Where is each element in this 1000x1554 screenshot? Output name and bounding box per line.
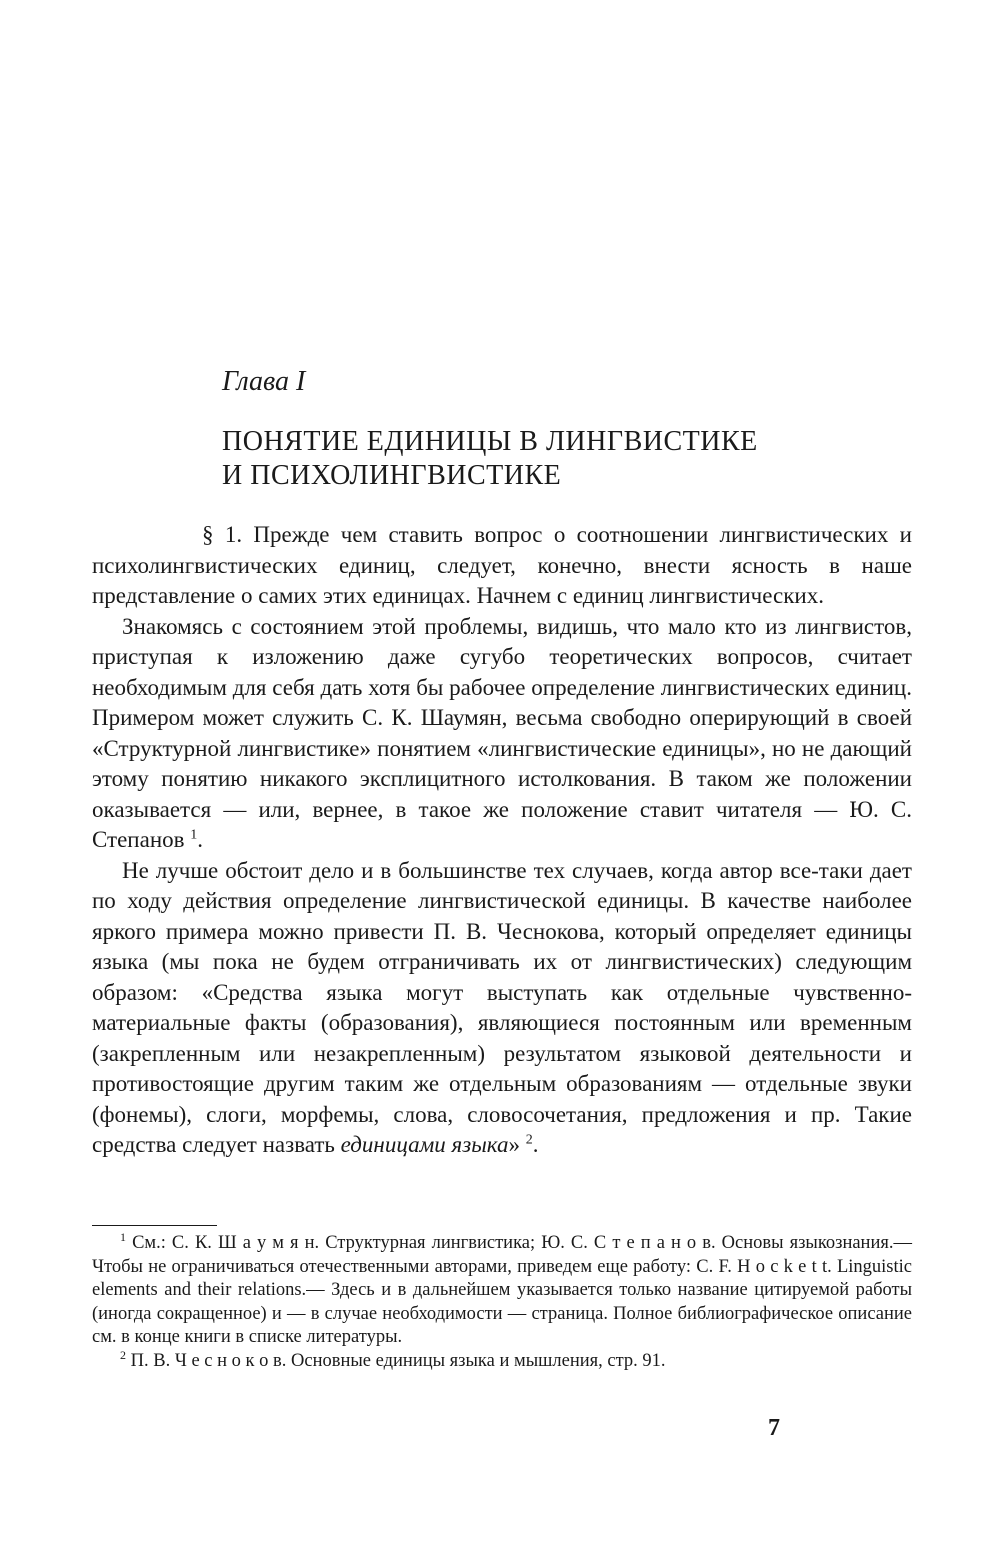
page-number: 7	[768, 1415, 780, 1441]
footnote-ref-2: 2	[525, 1132, 533, 1148]
footnote-2-mark: 2	[120, 1347, 126, 1362]
chapter-label: Глава I	[222, 366, 306, 397]
body-text	[92, 520, 912, 1161]
footnote-1	[92, 1229, 912, 1350]
footnote-1-mark: 1	[120, 1229, 126, 1244]
chapter-title-line-2: И ПСИХОЛИНГВИСТИКЕ	[222, 460, 562, 491]
paragraph-2-text: Знакомясь с состоянием этой проблемы, видишь, что мало кто из лингвистов, приступая к изложению даже сугубо теоретических вопросов, считает необходимым для себя дать хотя бы рабочее определение лингвистических единиц. Примером может служить С. К. Шаумян, весьма свободно оперирующий в своей «Структурной лингвистике» понятием «лингвистические единицы», но не дающий этому понятию никакого эксплицитного истолкования. В таком же положении оказывается — или, вернее, в такое же положение ставит читателя — Ю. С. Степанов	[92, 613, 912, 852]
paragraph-3	[92, 856, 912, 1161]
paragraph-1	[92, 520, 912, 612]
paragraph-1-text: § 1. Прежде чем ставить вопрос о соотношении лингвистических и психолингвистических единиц, следует, конечно, внести ясность в наше представление о самих этих единицах. Начнем с единиц лингвистических.	[92, 522, 912, 608]
footnote-1-text: См.: С. К. Ш а у м я н. Структурная лингвистика; Ю. С. С т е п а н о в. Основы языкознания.— Чтобы не ограничиваться отечественными авторами, приведем еще работу: C. F. H o c k e t t. Linguistic elements and their relations.— Здесь и в дальнейшем указывается только название цитируемой работы (иногда сокращенное) и — в случае необходимости — страница. Полное библиографическое описание см. в конце книги в списке литературы.	[92, 1233, 912, 1348]
chapter-title-line-1: ПОНЯТИЕ ЕДИНИЦЫ В ЛИНГВИСТИКЕ	[222, 426, 758, 457]
footnote-ref-1: 1	[190, 827, 198, 843]
chapter-title	[222, 425, 922, 493]
paragraph-3-close-quote: »	[508, 1132, 520, 1157]
paragraph-3-end: .	[532, 1132, 539, 1157]
footnotes	[92, 1229, 912, 1374]
footnote-2	[92, 1347, 912, 1374]
paragraph-2-end: .	[197, 827, 203, 852]
footnote-divider	[92, 1225, 217, 1226]
paragraph-3-text: Не лучше обстоит дело и в большинстве тех случаев, когда автор все-таки дает по ходу действия определение лингвистической единицы. В качестве наиболее яркого примера можно привести П. В. Чеснокова, который определяет единицы языка (мы пока не будем отграничивать их от лингвистических) следующим образом: «Средства языка могут выступать как отдельные чувственно-материальные факты (образования), являющиеся постоянным или временным (закрепленным или незакрепленным) результатом языковой деятельности и противостоящие другим таким же отдельным образованиям — отдельные звуки (фонемы), слоги, морфемы, слова, словосочетания, предложения и пр. Такие средства следует назвать	[92, 857, 912, 1157]
paragraph-3-italic: единицами языка	[340, 1132, 509, 1157]
footnote-2-text: П. В. Ч е с н о к о в. Основные единицы языка и мышления, стр. 91.	[130, 1350, 666, 1371]
paragraph-2	[92, 612, 912, 856]
